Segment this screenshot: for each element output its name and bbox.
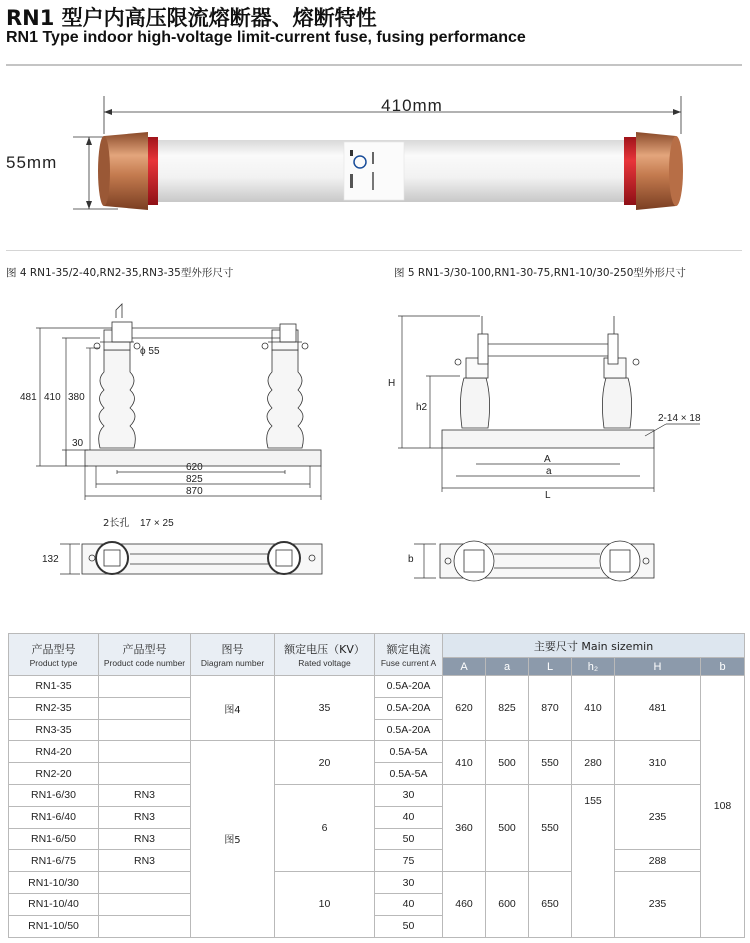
fig4-phi-label: ϕ 55 (140, 346, 160, 357)
fig4-top-view (60, 542, 322, 574)
col-header-type: 产品型号 Product type (9, 634, 99, 676)
col-header-main-size: 主要尺寸 Main sizemin (443, 634, 745, 658)
table-row: RN1-6/75 RN3 75 288 (9, 850, 745, 872)
fig4-front-view (85, 304, 321, 466)
col-header-L: L (529, 658, 572, 676)
col-header-H: H (615, 658, 701, 676)
fig4-horizontal-dimensions (85, 466, 321, 500)
col-header-voltage: 额定电压（KV） Rated voltage (275, 634, 375, 676)
fig4-slot-label: 2长孔 (103, 518, 130, 529)
col-header-A: A (443, 658, 486, 676)
col-header-current: 额定电流 Fuse current A (375, 634, 443, 676)
col-header-b: b (701, 658, 745, 676)
diagram-cell: 图5 (191, 741, 275, 937)
fig5-top-view (414, 541, 654, 581)
table-row: RN1-10/40 40 (9, 893, 745, 915)
fig5-caption: 图 5 RN1-3/30-100,RN1-30-75,RN1-10/30-250型外形尺寸 (394, 267, 686, 279)
fig5-holes: 2-14 × 18 (658, 413, 701, 424)
col-header-diagram: 图号 Diagram number (191, 634, 275, 676)
table-row: RN1-10/50 50 (9, 915, 745, 937)
table-row: RN1-6/30 RN3 6 30 360 500 550 155 235 (9, 784, 745, 806)
fig4-caption: 图 4 RN1-35/2-40,RN2-35,RN3-35型外形尺寸 (6, 267, 234, 279)
fuse-divider (6, 250, 742, 251)
fig5-h2: h2 (416, 402, 428, 413)
length-label: 410mm (381, 96, 443, 115)
fuse-illustration (0, 62, 750, 242)
diameter-label: 55mm (6, 153, 58, 172)
fig4-w825: 825 (186, 474, 203, 485)
table-row: RN1-6/50 RN3 50 (9, 828, 745, 850)
page-title-cn: RN1 型户内高压限流熔断器、熔断特性 (6, 6, 377, 30)
page-title-en: RN1 Type indoor high-voltage limit-current fuse, fusing performance (6, 29, 526, 46)
table-row: RN3-35 0.5A-20A (9, 719, 745, 741)
b-value-cell: 108 (701, 676, 745, 938)
col-header-h2: h₂ (572, 658, 615, 676)
fig4-w870: 870 (186, 486, 203, 497)
fig4-h481: 481 (20, 392, 37, 403)
fig4-slot-size: 17 × 25 (140, 518, 174, 529)
fig5-b: b (408, 554, 414, 565)
fig5-front-view (442, 316, 654, 448)
fig5-A: A (544, 454, 551, 465)
table-row: RN1-35 图4 35 0.5A-20A 620 825 870 410 481 108 (9, 676, 745, 698)
table-row: RN2-20 0.5A-5A (9, 763, 745, 785)
col-header-code: 产品型号 Product code number (99, 634, 191, 676)
left-copper-cap (104, 132, 148, 210)
diagram-cell: 图4 (191, 676, 275, 741)
fig4-w132: 132 (42, 554, 59, 565)
fig5-a: a (546, 466, 552, 477)
fig4-h380: 380 (68, 392, 85, 403)
fig5-L: L (545, 490, 551, 501)
table-row: RN1-6/40 RN3 40 (9, 806, 745, 828)
fig4-h30: 30 (72, 438, 84, 449)
col-header-a: a (486, 658, 529, 676)
table-row: RN2-35 0.5A-20A (9, 697, 745, 719)
technical-drawings (0, 258, 750, 598)
fig4-w620: 620 (186, 462, 203, 473)
fig4-h410: 410 (44, 392, 61, 403)
table-row: RN1-10/30 10 30 460 600 650 235 (9, 872, 745, 894)
fig5-H: H (388, 378, 396, 389)
table-row: RN4-20 图5 20 0.5A-5A 410 500 550 280 310 (9, 741, 745, 763)
spec-table (8, 633, 745, 938)
